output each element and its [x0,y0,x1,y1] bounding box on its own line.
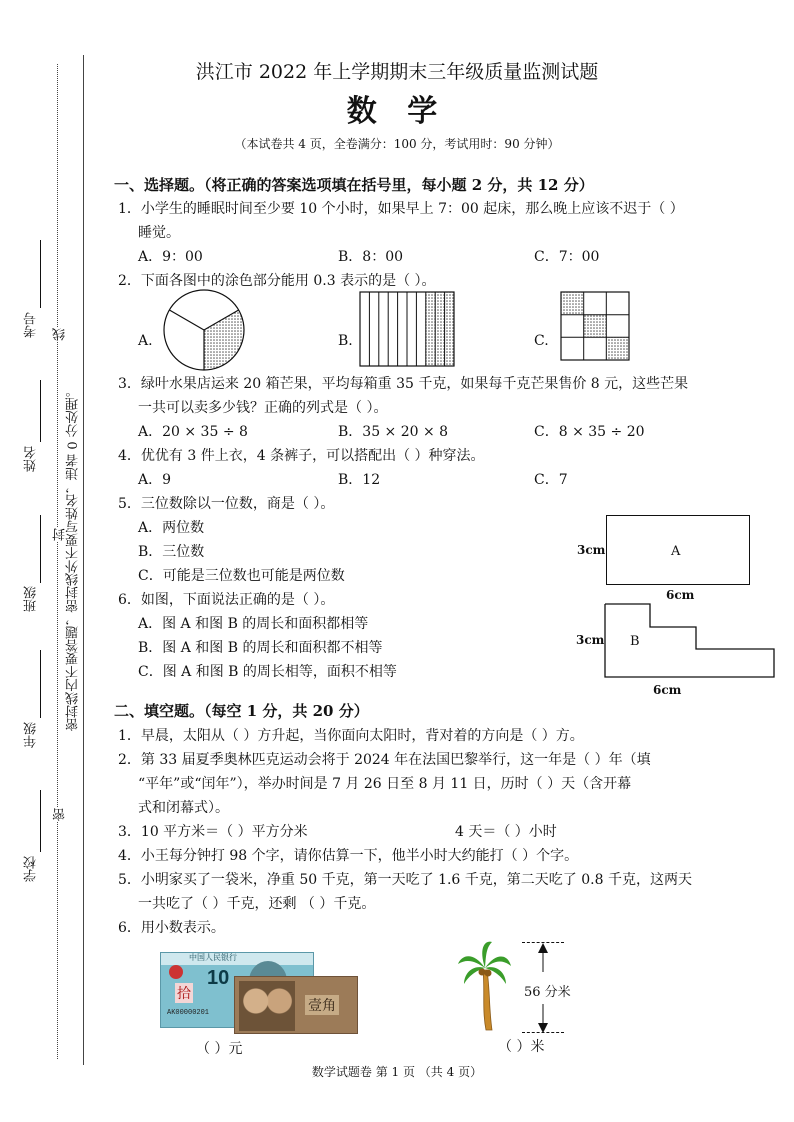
exam-note: （本试卷共 4 页，全卷满分：100 分，考试用时：90 分钟） [234,137,560,151]
q5-option-a[interactable]: A．两位数 [138,520,205,536]
banknote-10-digits: 10 [207,967,230,989]
figure-a-label: A [671,544,681,559]
emblem-icon [169,965,183,979]
page-footer: 数学试题卷 第 1 页 （共 4 页） [311,1065,483,1079]
q4-option-c[interactable]: C．7 [534,472,568,488]
seal-seal-char: 封 [53,528,68,541]
blank-name[interactable] [40,380,41,442]
q3-text-line2: 一共可以卖多少钱？正确的列式是（ ）。 [138,400,388,416]
tree-height-label: 56 分米 [524,985,571,1000]
portrait-two-people [239,981,295,1031]
q2-figure-a-circle [162,288,246,372]
q2-option-c[interactable]: C. [534,333,549,349]
q5-text: 5．三位数除以一位数，商是（ ）。 [118,496,335,512]
exam-title: 洪江市 2022 年上学期期末三年级质量监测试题 [195,61,599,83]
q4-option-a[interactable]: A．9 [138,472,172,488]
q3-text-line1: 3．绿叶水果店运来 20 箱芒果，平均每箱重 35 千克，如果每千克芒果售价 8 元，这些芒果 [118,376,689,392]
tree-answer: （ ）米 [498,1039,545,1055]
q6-text: 6．如图，下面说法正确的是（ ）。 [118,592,335,608]
q2-option-a[interactable]: A. [138,333,153,349]
q1-option-b[interactable]: B．8：00 [338,249,404,265]
q3-option-b[interactable]: B．35 × 20 × 8 [338,424,449,440]
seal-secret-char: 密 [53,808,68,821]
fill-q2-line3: 式和闭幕式）。 [138,800,229,816]
q6-option-b[interactable]: B．图 A 和图 B 的周长和面积都不相等 [138,640,383,656]
q3-option-a[interactable]: A．20 × 35 ÷ 8 [138,424,248,440]
fill-q4: 4．小王每分钟打 98 个字，请你估算一下，他半小时大约能打（ ）个字。 [118,848,579,864]
banknote-10-char: 拾 [175,983,193,1003]
banknote-bank-text: 中国人民银行 [189,953,237,962]
label-grade: 年级 [24,722,39,748]
figure-a-width: 6cm [666,588,695,602]
figure-a-height: 3cm [577,543,606,557]
fill-q5-line2: 一共吃了（ ）千克，还剩 （ ）千克。 [138,896,376,912]
q1-text-line1: 1．小学生的睡眠时间至少要 10 个小时，如果早上 7：00 起床，那么晚上应该不迟于（ ） [118,201,684,217]
q1-text-line2: 睡觉。 [138,225,180,241]
inner-solid-line [83,55,84,1065]
coconut-tree-icon [456,940,512,1032]
fill-q3-right: 4 天＝（ ）小时 [455,824,557,840]
label-exam-number: 考号 [24,312,39,338]
fill-q6: 6．用小数表示。 [118,920,225,936]
q2-figure-c-grid [560,291,630,361]
q4-text: 4．优优有 3 件上衣，4 条裤子，可以搭配出（ ）种穿法。 [118,448,485,464]
q4-option-b[interactable]: B．12 [338,472,381,488]
q2-text: 2．下面各图中的涂色部分能用 0.3 表示的是（ ）。 [118,273,436,289]
label-school: 学校 [24,856,39,882]
jiao-value-text: 壹角 [305,995,339,1015]
binding-margin [0,0,100,1122]
banknote-1-jiao [234,976,358,1034]
q5-option-b[interactable]: B．三位数 [138,544,205,560]
blank-grade[interactable] [40,650,41,718]
blank-school[interactable] [40,790,41,852]
q3-option-c[interactable]: C．8 × 35 ÷ 20 [534,424,645,440]
label-class: 班级 [24,586,39,612]
q5-option-c[interactable]: C．可能是三位数也可能是两位数 [138,568,345,584]
label-name: 姓名 [24,446,39,472]
q2-option-b[interactable]: B. [338,333,353,349]
fill-q2-line1: 2．第 33 届夏季奥林匹克运动会将于 2024 年在法国巴黎举行，这一年是（ ）年（填 [118,752,651,768]
money-answer: （ ）元 [196,1041,243,1057]
banknote-serial: AK00000201 [167,1009,210,1017]
q1-option-a[interactable]: A．9：00 [138,249,203,265]
outer-dotted-line [57,64,58,1059]
section1-heading: 一、选择题。（将正确的答案选项填在括号里，每小题 2 分，共 12 分） [114,176,594,194]
q2-figure-b-strips [359,291,455,367]
q6-option-a[interactable]: A．图 A 和图 B 的周长和面积都相等 [138,616,369,632]
q1-option-c[interactable]: C．7：00 [534,249,600,265]
figure-b-height: 3cm [576,633,605,647]
figure-b-width: 6cm [653,683,682,697]
fill-q3-left: 3．10 平方米＝（ ）平方分米 [118,824,308,840]
fill-q5-line1: 5．小明家买了一袋米，净重 50 千克，第一天吃了 1.6 千克，第二天吃了 0.8 千克，这两天 [118,872,692,888]
q6-option-c[interactable]: C．图 A 和图 B 的周长相等，面积不相等 [138,664,397,680]
subject-title: 数 学 [346,94,448,129]
fill-q1: 1．早晨，太阳从（ ）方升起，当你面向太阳时，背对着的方向是（ ）方。 [118,728,584,744]
fill-q2-line2: “平年”或“闰年”），举办时间是 7 月 26 日至 8 月 11 日，历时（ ）天（含开幕 [138,776,632,792]
seal-line-char: 线 [53,328,68,341]
blank-class[interactable] [40,515,41,583]
seal-warning: 密封线内不要答题，密封线外不要写姓名，违者 0 分处理。 [66,384,81,732]
figure-b-label: B [630,634,640,649]
blank-exam-number[interactable] [40,240,41,308]
section2-heading: 二、填空题。（每空 1 分，共 20 分） [114,702,369,720]
